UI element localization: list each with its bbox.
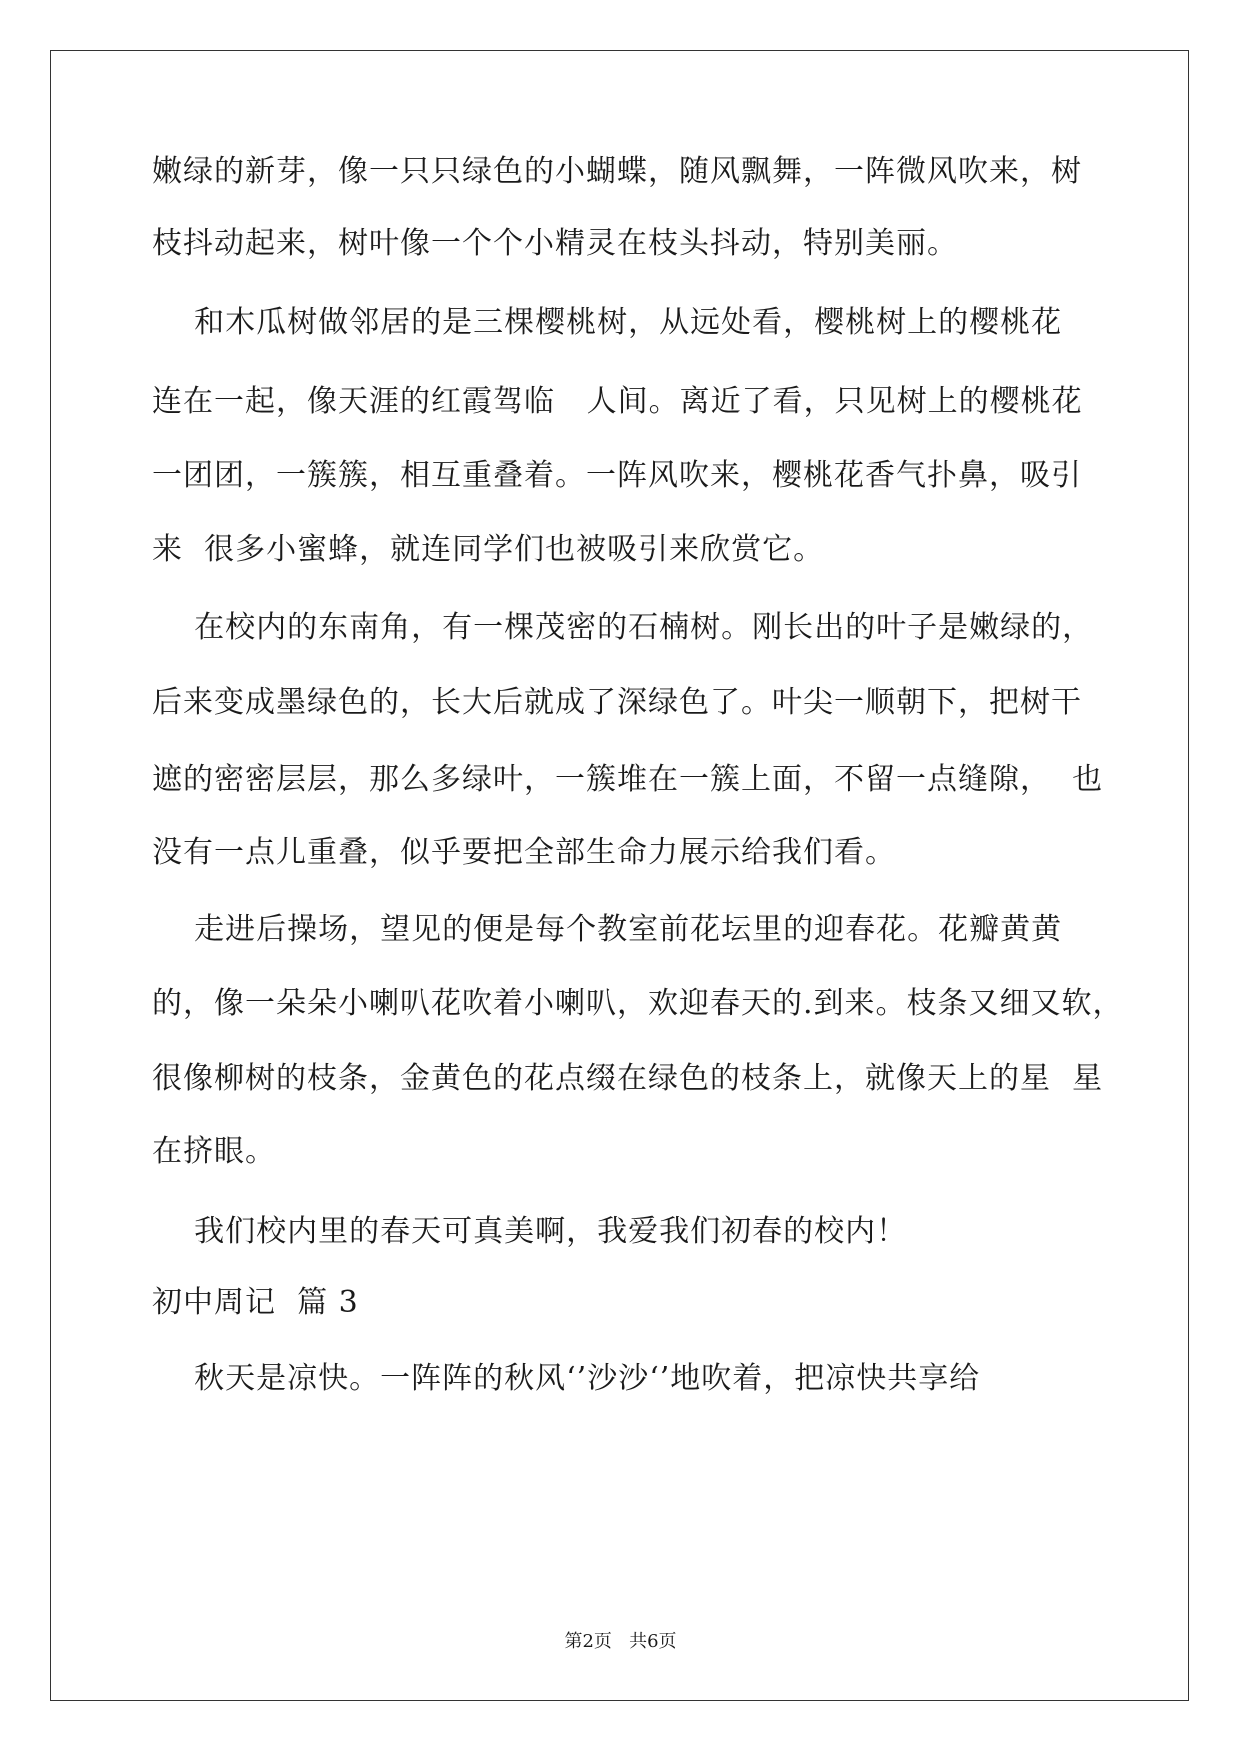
text-line-1: 嫩绿的新芽，像一只只绿色的小蝴蝶，随风飘舞，一阵微风吹来，树 (152, 154, 1082, 189)
text-line-7: 在校内的东南角，有一棵茂密的石楠树。刚长出的叶子是嫩绿的， (152, 610, 1094, 645)
page-number-footer: 第2页 共6页 (564, 1631, 677, 1652)
text-line-5: 一团团，一簇簇，相互重叠着。一阵风吹来，樱桃花香气扑鼻，吸引 (152, 458, 1082, 493)
text-line-10: 没有一点儿重叠，似乎要把全部生命力展示给我们看。 (152, 835, 896, 870)
text-line-13: 很像柳树的枝条，金黄色的花点缀在绿色的枝条上，就像天上的星 星 (152, 1061, 1104, 1096)
text-line-14: 在挤眼。 (152, 1134, 276, 1169)
text-line-4: 连在一起，像天涯的红霞驾临 人间。离近了看，只见树上的樱桃花 (152, 384, 1083, 419)
page-border (50, 50, 1189, 1701)
section-heading: 初中周记 篇 3 (152, 1285, 359, 1320)
text-line-6: 来 很多小蜜蜂，就连同学们也被吸引来欣赏它。 (152, 532, 825, 567)
text-line-12: 的，像一朵朵小喇叭花吹着小喇叭，欢迎春天的.到来。枝条又细又软， (152, 986, 1124, 1021)
text-line-17: 秋天是凉快。一阵阵的秋风‘’沙沙‘’地吹着，把凉快共享给 (152, 1361, 981, 1396)
text-line-8: 后来变成墨绿色的，长大后就成了深绿色了。叶尖一顺朝下，把树干 (152, 685, 1082, 720)
text-line-11: 走进后操场，望见的便是每个教室前花坛里的迎春花。花瓣黄黄 (152, 912, 1063, 947)
text-line-2: 枝抖动起来，树叶像一个个小精灵在枝头抖动，特别美丽。 (152, 226, 958, 261)
text-line-3: 和木瓜树做邻居的是三棵樱桃树，从远处看，樱桃树上的樱桃花 (152, 305, 1063, 340)
text-line-9: 遮的密密层层，那么多绿叶，一簇堆在一簇上面，不留一点缝隙， 也 (152, 762, 1104, 797)
text-line-15: 我们校内里的春天可真美啊，我爱我们初春的校内！ (152, 1214, 908, 1249)
